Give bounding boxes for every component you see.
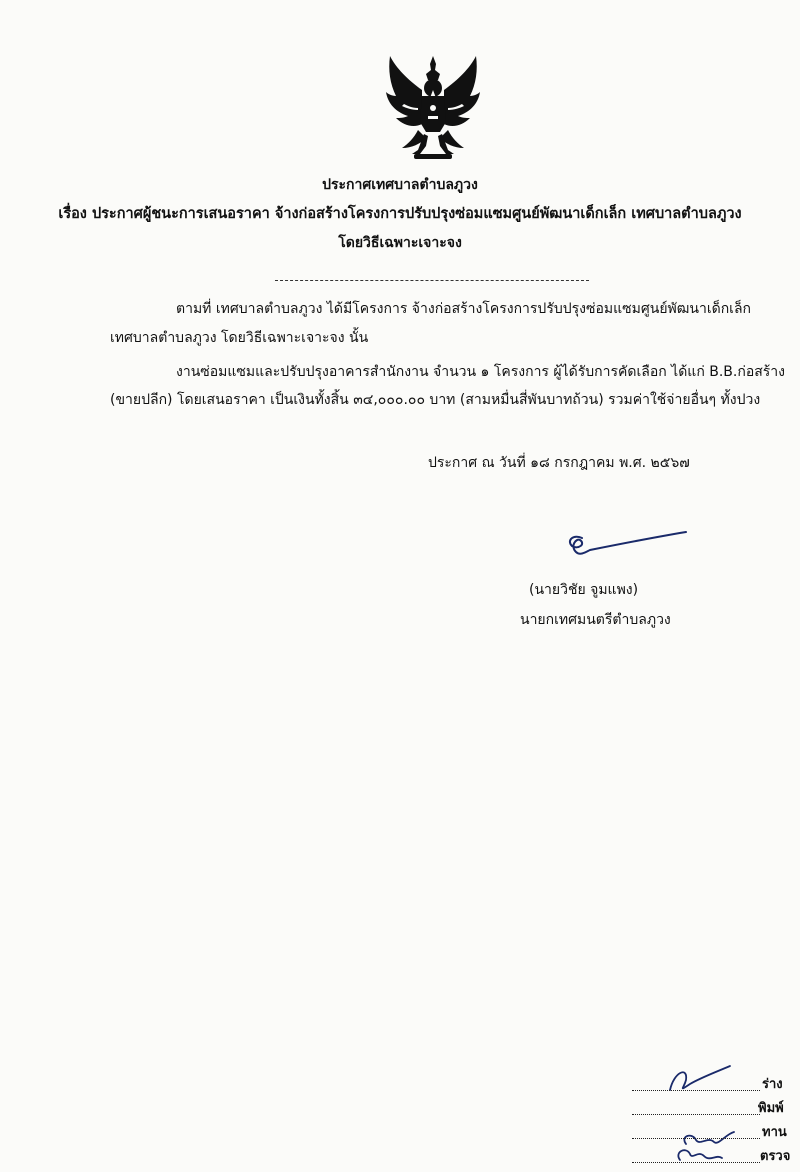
verify-label: ตรวจ [760, 1149, 791, 1164]
draft-dotted-line [632, 1090, 760, 1091]
subject-line-2: โดยวิธีเฉพาะเจาะจง [338, 235, 462, 251]
signer-name: (นายวิชัย จูมแพง) [529, 582, 639, 598]
verify-dotted-line [632, 1162, 760, 1163]
draft-label: ร่าง [762, 1077, 783, 1092]
subject-line-1: เรื่อง ประกาศผู้ชนะการเสนอราคา จ้างก่อสร้างโครงการปรับปรุงซ่อมแซมศูนย์พัฒนาเด็กเล็ก เทศบาลตำบลภูวง [58, 206, 742, 222]
paragraph-2-line-2: (ขายปลีก) โดยเสนอราคา เป็นเงินทั้งสิ้น ๓๔,๐๐๐.๐๐ บาท (สามหมื่นสี่พันบาทถ้วน) รวมค่าใช้จ่ายอื่นๆ ทั้งปวง [110, 392, 761, 408]
announcement-date: ประกาศ ณ วันที่ ๑๘ กรกฎาคม พ.ศ. ๒๕๖๗ [428, 455, 690, 471]
issuer-title: ประกาศเทศบาลตำบลภูวง [322, 177, 478, 193]
separator-rule [275, 280, 589, 281]
print-label: พิมพ์ [758, 1101, 784, 1116]
initials-signatures-icon [630, 1062, 750, 1172]
check-label: ทาน [762, 1125, 787, 1140]
garuda-emblem [378, 50, 488, 162]
signature-icon [560, 528, 690, 564]
paragraph-1-line-1: ตามที่ เทศบาลตำบลภูวง ได้มีโครงการ จ้างก่อสร้างโครงการปรับปรุงซ่อมแซมศูนย์พัฒนาเด็กเล็ก [176, 301, 752, 317]
paragraph-2-line-1: งานซ่อมแซมและปรับปรุงอาคารสำนักงาน จำนวน ๑ โครงการ ผู้ได้รับการคัดเลือก ได้แก่ B.B.ก่อสร้าง [176, 364, 785, 380]
print-dotted-line [632, 1114, 760, 1115]
signer-title: นายกเทศมนตรีตำบลภูวง [520, 612, 671, 628]
check-dotted-line [632, 1138, 760, 1139]
paragraph-1-line-2: เทศบาลตำบลภูวง โดยวิธีเฉพาะเจาะจง นั้น [110, 330, 369, 346]
